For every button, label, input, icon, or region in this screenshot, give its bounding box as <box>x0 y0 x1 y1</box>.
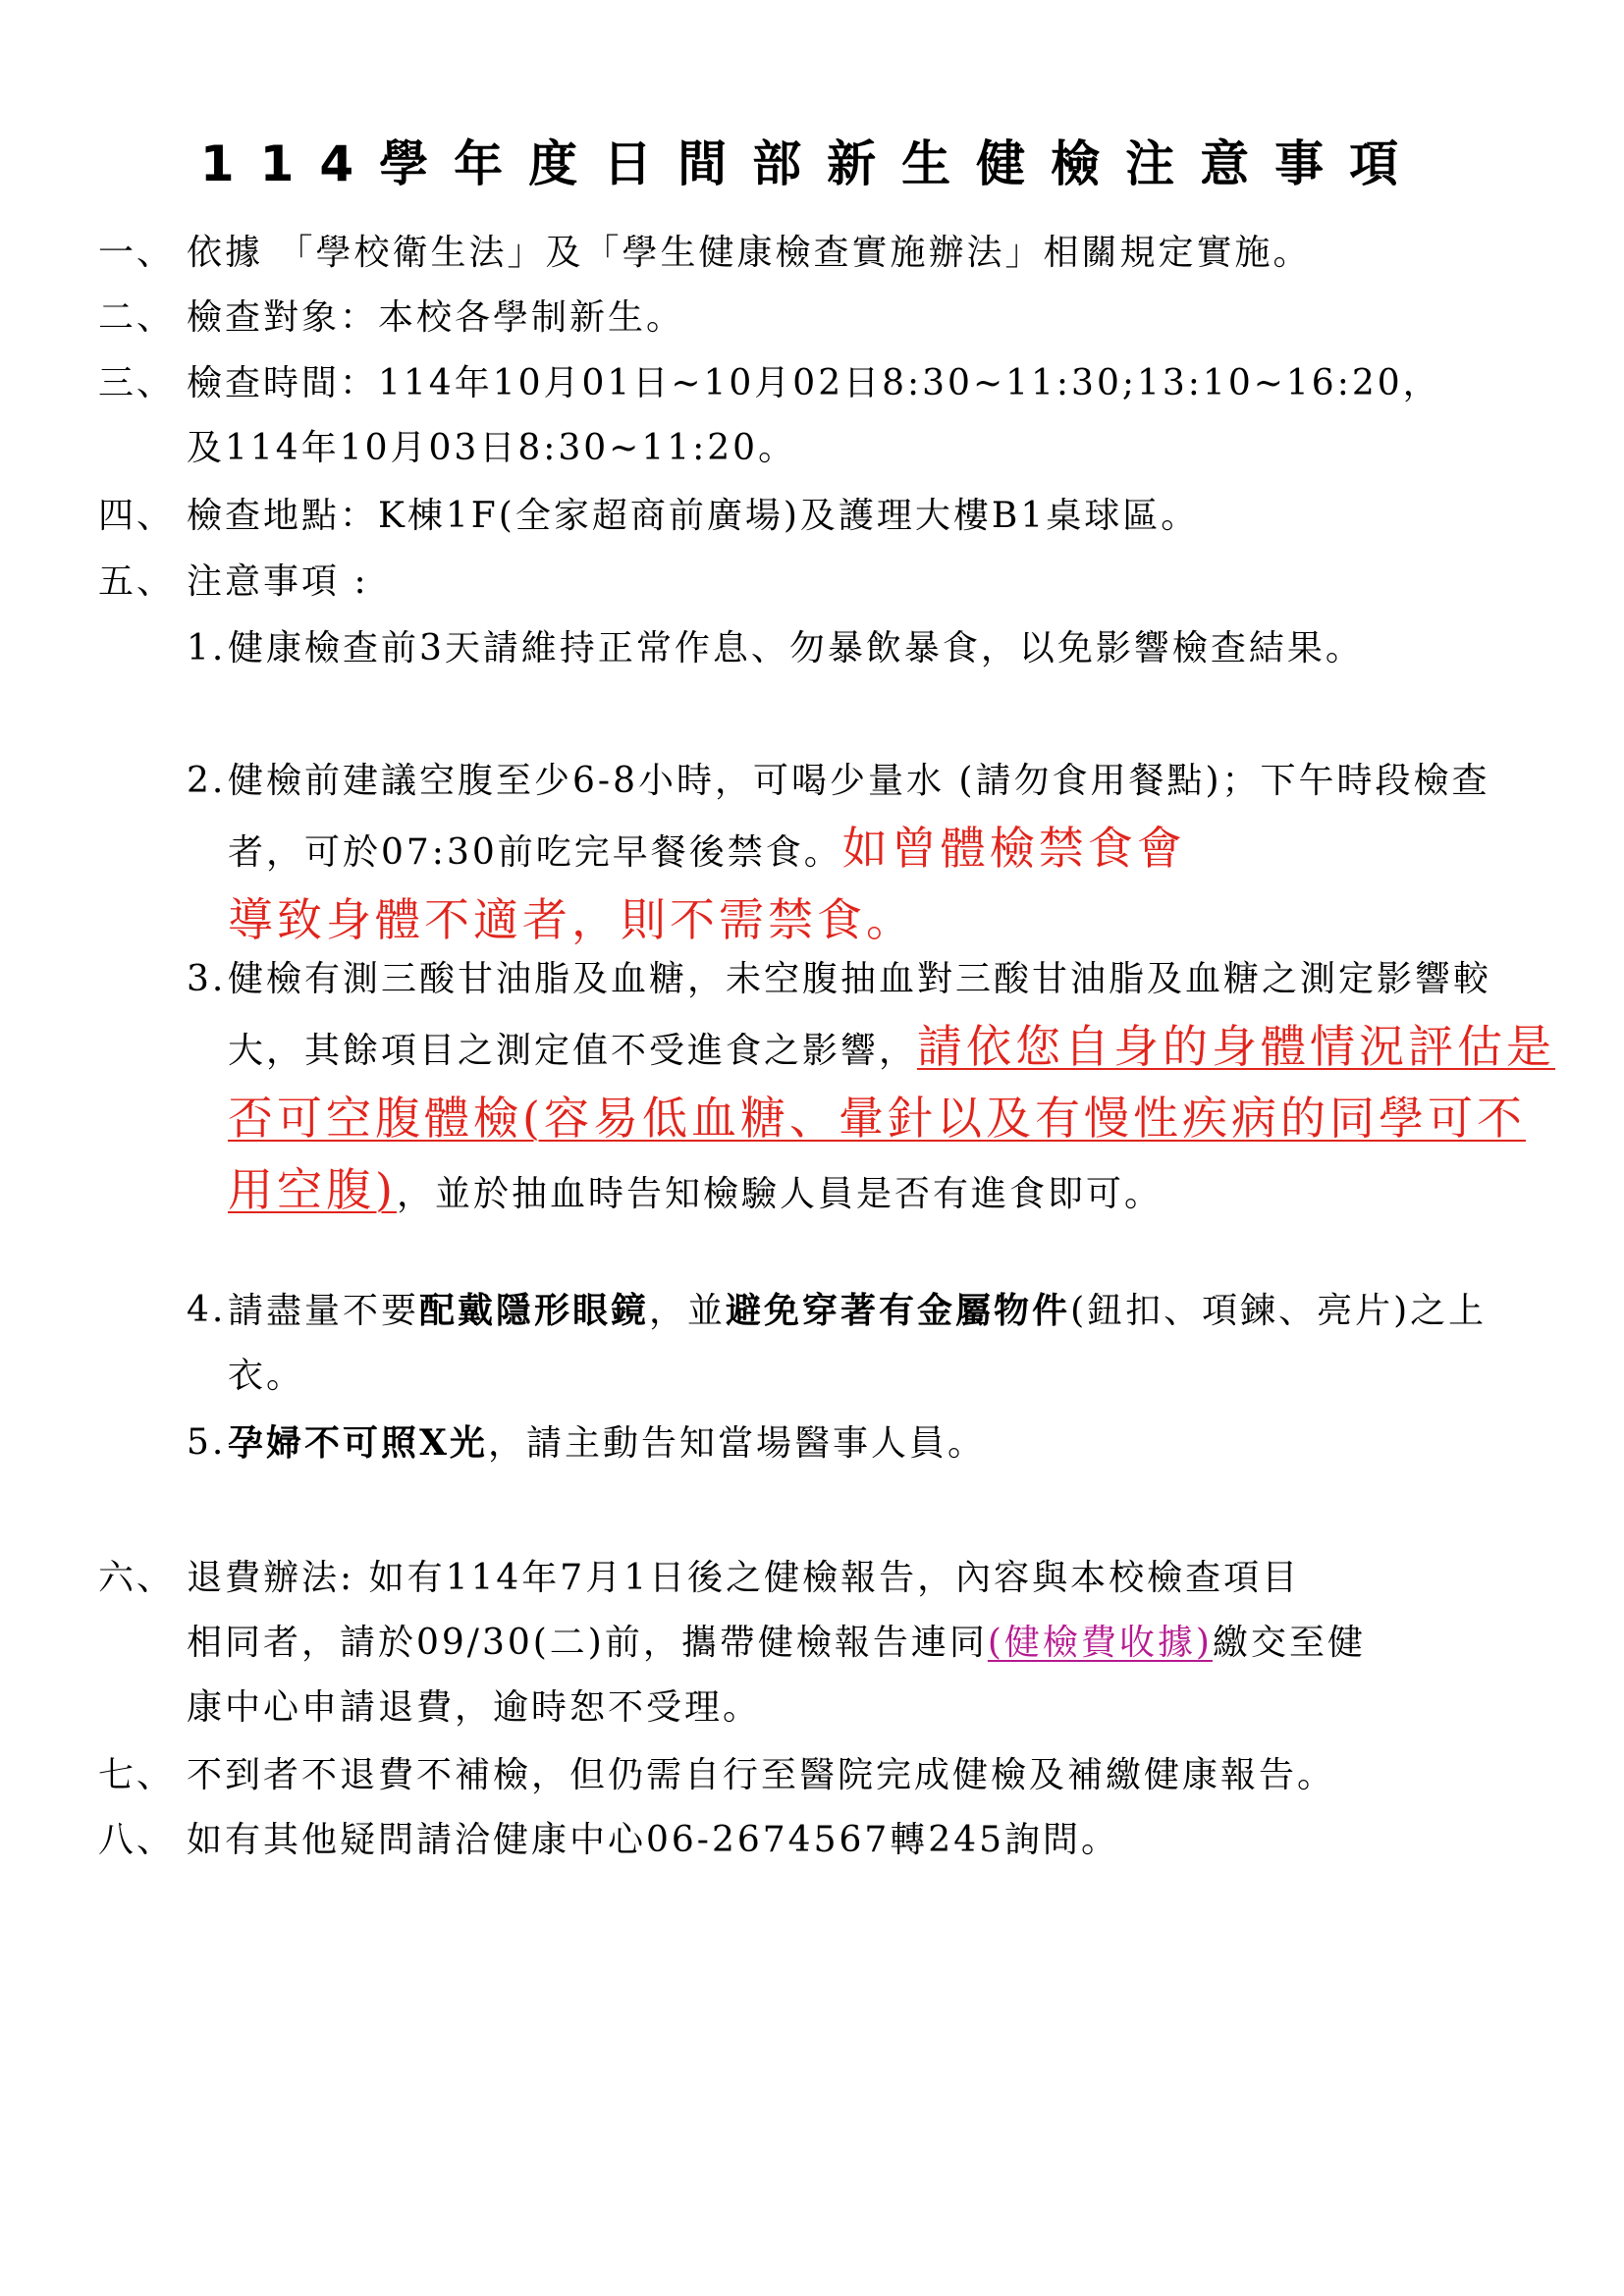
section-3 <box>98 351 1551 481</box>
section-number: 四、 <box>98 496 176 536</box>
section-2 <box>98 286 1551 350</box>
section-text <box>187 351 1551 481</box>
item-text: 請盡量不要配戴隱形眼鏡，並避免穿著有金屬物件(鈕扣、項鍊、亮片)之上衣。 <box>228 1290 1488 1396</box>
item-number: 1. <box>187 628 227 668</box>
section-text: 檢查對象：本校各學制新生。 <box>187 297 685 338</box>
red-underlined-warning: 請依您自身的身體情況評估是否可空腹體檢(容易低血糖、暈針以及有慢性疾病的同學可不用空腹) <box>228 1020 1556 1216</box>
bold-contact-lens: 配戴隱形眼鏡 <box>419 1290 650 1331</box>
item-number: 5. <box>187 1422 227 1463</box>
section-number: 三、 <box>98 363 176 403</box>
section-number: 六、 <box>98 1558 176 1598</box>
notice-item-1 <box>187 616 1561 681</box>
section-text: 退費辦法: 如有114年7月1日後之健檢報告，內容與本校檢查項目 相同者，請於09/30(二)前，攜帶健檢報告連同(健檢費收據)繳交至健 康中心申請退費，逾時恕不受理。 <box>187 1558 1366 1728</box>
section-number: 二、 <box>98 297 176 338</box>
item-text: 健檢有測三酸甘油脂及血糖，未空腹抽血對三酸甘油脂及血糖之測定影響較大，其餘項目之測定值不受進食之影響，請依您自身的身體情況評估是否可空腹體檢(容易低血糖、暈針以及有慢性疾病的同學可不用空腹)，並於抽血時告知檢驗人員是否有進食即可。 <box>228 959 1556 1216</box>
section-text: 檢查地點：K棟1F(全家超商前廣場)及護理大樓B1桌球區。 <box>187 496 1200 536</box>
section-text: 注意事項 : <box>187 561 369 602</box>
receipt-link[interactable]: (健檢費收據) <box>987 1623 1213 1663</box>
red-warning-text: 導致身體不適者，則不需禁食。 <box>228 893 915 946</box>
inspection-time-line-1: 檢查時間：114年10月01日~10月02日8:30~11:30;13:10~16:20， <box>187 363 1441 403</box>
bold-metal-items: 避免穿著有金屬物件 <box>726 1290 1071 1331</box>
bold-pregnancy-warning: 孕婦不可照X光 <box>228 1422 488 1464</box>
section-7 <box>98 1743 1551 1808</box>
item-number: 4. <box>187 1290 227 1330</box>
notice-item-2 <box>187 749 1561 957</box>
item-text: 健檢前建議空腹至少6-8小時，可喝少量水 (請勿食用餐點)；下午時段檢查者，可於07:30前吃完早餐後禁食。如曾體檢禁食會 導致身體不適者，則不需禁食。 <box>228 761 1490 946</box>
section-number: 五、 <box>98 561 176 602</box>
item-text: 孕婦不可照X光，請主動告知當場醫事人員。 <box>228 1422 986 1464</box>
section-text: 不到者不退費不補檢，但仍需自行至醫院完成健檢及補繳健康報告。 <box>187 1755 1336 1795</box>
red-warning-text: 如曾體檢禁食會 <box>841 822 1186 875</box>
notice-item-3 <box>187 947 1561 1227</box>
item-number: 2. <box>187 761 227 801</box>
section-6 <box>98 1546 1551 1740</box>
section-number: 八、 <box>98 1820 176 1860</box>
notice-item-4 <box>187 1278 1561 1409</box>
section-number: 七、 <box>98 1755 176 1795</box>
section-8 <box>98 1808 1551 1873</box>
notice-item-5 <box>187 1411 1561 1476</box>
section-4 <box>98 484 1551 549</box>
item-number: 3. <box>187 959 227 999</box>
page-title: 114學年度日間部新生健檢注意事項 <box>199 135 1425 192</box>
inspection-time-line-2: 及114年10月03日8:30~11:20。 <box>187 428 797 468</box>
section-text: 依據 「學校衛生法」及「學生健康檢查實施辦法」相關規定實施。 <box>187 233 1312 273</box>
section-5 <box>98 550 1551 614</box>
section-1 <box>98 221 1551 286</box>
item-text: 健康檢查前3天請維持正常作息、勿暴飲暴食，以免影響檢查結果。 <box>228 628 1364 668</box>
section-text: 如有其他疑問請洽健康中心06-2674567轉245詢問。 <box>187 1820 1120 1860</box>
section-number: 一、 <box>98 233 176 273</box>
